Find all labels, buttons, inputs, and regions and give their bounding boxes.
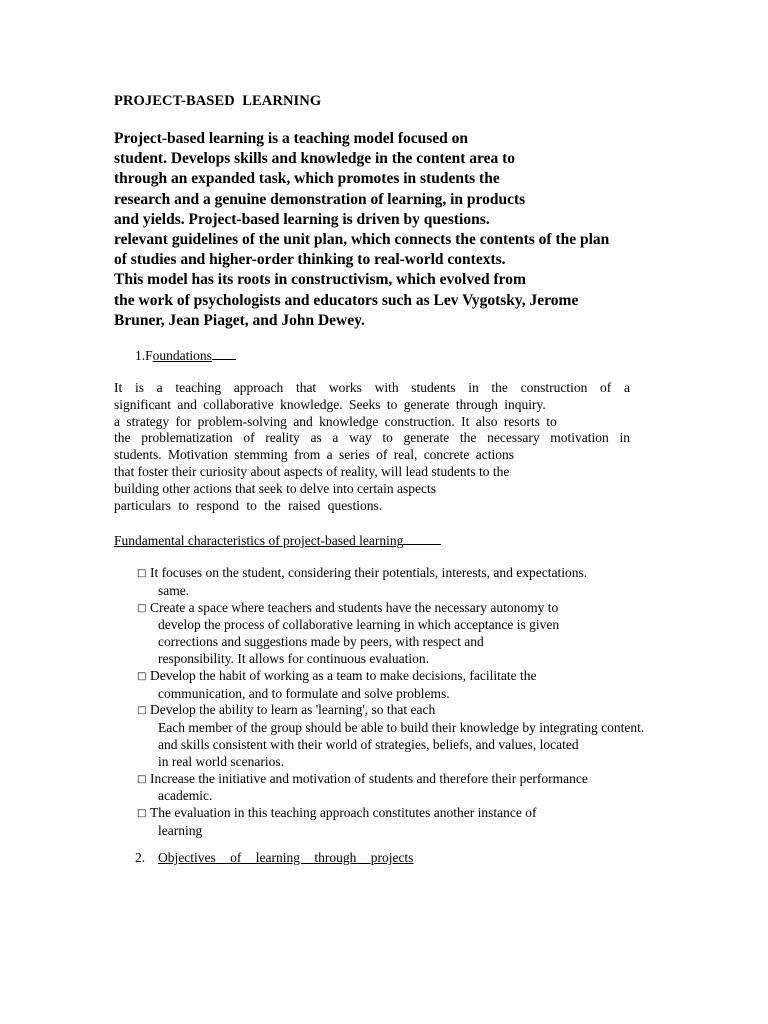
characteristics-list (137, 565, 697, 840)
intro-line: student. Develops skills and knowledge in the content area to (114, 150, 516, 168)
paragraph-line: that foster their curiosity about aspects of reality, will lead students to the (114, 463, 510, 479)
intro-line: relevant guidelines of the unit plan, which connects the contents of the plan (114, 231, 610, 249)
list-item-continuation: develop the process of collaborative learning in which acceptance is given (158, 617, 560, 633)
intro-line: research and a genuine demonstration of learning, in products (114, 190, 526, 208)
list-item-text: Increase the initiative and motivation of students and therefore their performance (150, 770, 588, 786)
checkbox-bullet-icon: □ (137, 773, 147, 785)
foundations-paragraph (114, 380, 634, 514)
intro-paragraph (114, 129, 674, 331)
intro-line: and yields. Project-based learning is driven by questions. (114, 210, 490, 228)
checkbox-bullet-icon: □ (137, 670, 147, 682)
intro-line: the work of psychologists and educators such as Lev Vygotsky, Jerome (114, 291, 579, 309)
list-item-text: Develop the ability to learn as 'learning', so that each (150, 702, 436, 718)
list-item-text: Develop the habit of working as a team to make decisions, facilitate the (150, 667, 537, 683)
section-label: Objectives of learning through projects (158, 850, 414, 865)
section-number: 1.F (135, 348, 153, 363)
list-item-continuation: and skills consistent with their world of strategies, beliefs, and values, located (158, 736, 579, 752)
checkbox-bullet-icon: □ (137, 808, 147, 820)
list-item-continuation: Each member of the group should be able to build their knowledge by integrating content. (158, 720, 645, 736)
list-item (137, 805, 697, 840)
paragraph-line: It is a teaching approach that works with students in the construction of a (114, 380, 630, 395)
intro-line: through an expanded task, which promotes in students the (114, 170, 500, 188)
paragraph-line: particulars to respond to the raised questions. (114, 497, 383, 513)
checkbox-bullet-icon: □ (137, 602, 147, 614)
paragraph-line: building other actions that seek to delve into certain aspects (114, 480, 437, 496)
document-title: PROJECT-BASED LEARNING (114, 93, 322, 109)
list-item-continuation: academic. (158, 788, 213, 804)
checkbox-bullet-icon: □ (137, 705, 147, 717)
underline-rule (212, 346, 236, 360)
list-item-continuation: responsibility. It allows for continuous evaluation. (158, 650, 429, 666)
paragraph-line: a strategy for problem-solving and knowledge construction. It also resorts to (114, 413, 557, 429)
characteristics-heading (114, 531, 441, 549)
list-item-continuation: in real world scenarios. (158, 753, 284, 769)
list-item (137, 702, 697, 770)
paragraph-line: students. Motivation stemming from a series of real, concrete actions (114, 447, 515, 463)
paragraph-line: the problematization of reality as a way to generate the necessary motivation in (114, 430, 630, 446)
checkbox-bullet-icon: □ (137, 568, 147, 579)
list-item (137, 771, 697, 806)
list-item-continuation: communication, and to formulate and solve problems. (158, 685, 450, 701)
intro-line: This model has its roots in constructivism, which evolved from (114, 271, 526, 289)
intro-line: Bruner, Jean Piaget, and John Dewey. (114, 311, 365, 329)
list-item-text: It focuses on the student, considering their potentials, interests, and expectations. (150, 565, 588, 580)
list-item-continuation: same. (158, 582, 190, 598)
section-heading-foundations (135, 346, 236, 364)
list-item-continuation: learning (158, 822, 203, 838)
characteristics-heading-text: Fundamental characteristics of project-based learning (114, 533, 404, 548)
section-label: oundations (152, 348, 212, 363)
intro-line: Project-based learning is a teaching model focused on (114, 130, 469, 147)
section-heading-objectives (135, 850, 413, 866)
underline-rule (403, 531, 441, 545)
list-item (137, 565, 697, 600)
list-item-continuation: corrections and suggestions made by peers, with respect and (158, 634, 484, 650)
list-item (137, 600, 697, 668)
list-item-text: Create a space where teachers and students have the necessary autonomy to (150, 599, 559, 615)
intro-line: of studies and higher-order thinking to real-world contexts. (114, 251, 506, 269)
paragraph-line: significant and collaborative knowledge. Seeks to generate through inquiry. (114, 396, 546, 412)
list-item (137, 668, 697, 703)
section-number: 2. (135, 850, 146, 865)
list-item-text: The evaluation in this teaching approach constitutes another instance of (150, 805, 537, 821)
